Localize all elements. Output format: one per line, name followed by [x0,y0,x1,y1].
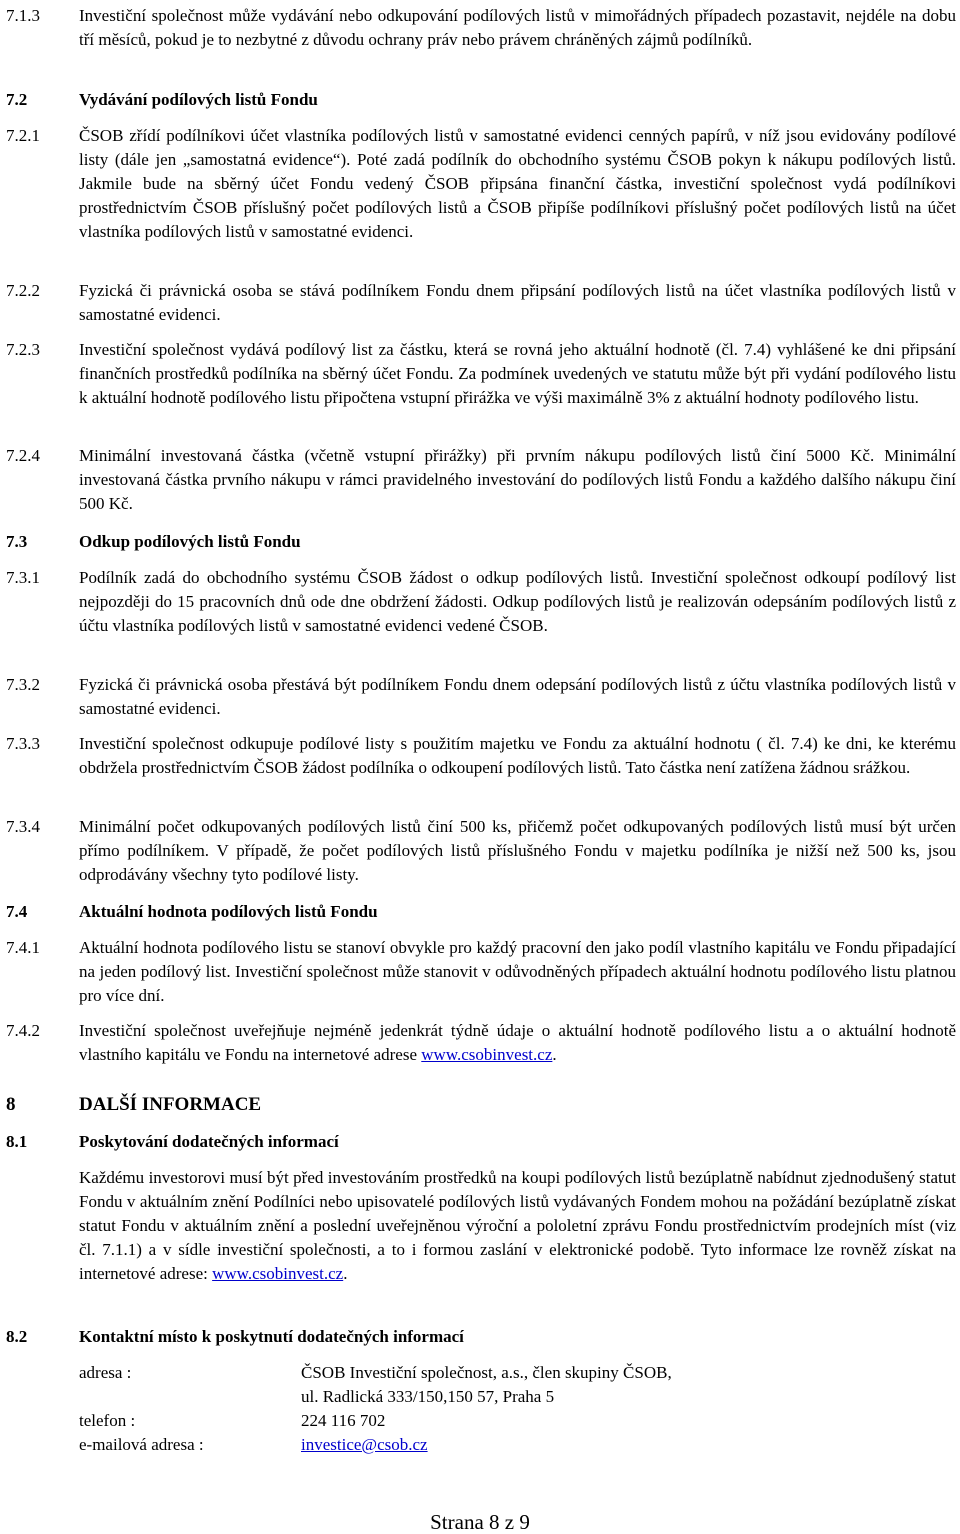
heading-7-3 [6,530,956,554]
section-7-3-3 [6,732,956,780]
section-text: Minimální investovaná částka (včetně vstupní přirážky) při prvním nákupu podílových listů činí 5000 Kč. Minimální investovaná částka prvního nákupu v rámci pravidelného investování do podílových listů Fondu a každého dalšího nákupu činí 500 Kč. [79,446,956,513]
section-heading: Kontaktní místo k poskytnutí dodatečných informací [79,1327,464,1346]
section-number: 7.2.1 [6,126,40,145]
section-7-3-2 [6,673,956,721]
section-text: ČSOB zřídí podílníkovi účet vlastníka podílových listů v samostatné evidenci cenných papírů, v níž jsou evidovány podílové listy (dále jen „samostatná evidence“). Poté zadá podílník do obchodního systému ČSOB pokyn k nákupu podílových listů. Jakmile bude na sběrný účet Fondu vedený ČSOB připsána finanční částka, investiční společnost vydá podílníkovi prostřednictvím ČSOB příslušný počet podílových listů a ČSOB připíše podílníkovi příslušný počet podílových listů na účet vlastníka podílových listů v samostatné evidenci. [79,126,956,241]
section-number: 7.2.3 [6,340,40,359]
heading-8-2 [6,1325,956,1349]
section-7-4-1 [6,936,956,1008]
section-text: Fyzická či právnická osoba se stává podílníkem Fondu dnem připsání podílových listů na účet vlastníka podílových listů v samostatné evidenci. [79,281,956,324]
heading-7-4 [6,900,956,924]
section-number: 7.3.1 [6,568,40,587]
section-text [79,1019,956,1067]
section-number: 7.4.1 [6,938,40,957]
section-number: 7.2.4 [6,446,40,465]
section-text-end: . [552,1045,557,1064]
heading-8-1 [6,1130,956,1154]
address-label: adresa : [79,1363,132,1382]
section-number: 7.2.2 [6,281,40,300]
section-number: 7.4.2 [6,1021,40,1040]
section-7-4-2 [6,1019,956,1067]
section-text: Podílník zadá do obchodního systému ČSOB žádost o odkup podílových listů. Investiční společnost odkoupí podílový list nejpozději do 15 pracovních dnů ode dne obdržení žádosti. Odkup podílových listů je realizován odepsáním podílových listů z účtu vlastníka podílových listů v samostatné evidenci vedené ČSOB. [79,568,956,635]
section-7-2-3 [6,338,956,410]
email-label: e-mailová adresa : [79,1435,204,1454]
phone-value: 224 116 702 [301,1411,386,1430]
section-text: Minimální počet odkupovaných podílových listů činí 500 ks, přičemž počet odkupovaných podílových listů musí být určen přímo podílníkem. V případě, že počet podílových listů příslušného Fondu v majetku podílníka je nižší než 500 ks, jsou odprodávány všechny tyto podílové listy. [79,817,956,884]
section-7-2-1 [6,124,956,244]
section-7-2-4 [6,444,956,516]
page-number: Strana 8 z 9 [430,1510,530,1534]
section-number: 8.2 [6,1327,28,1346]
section-text: Investiční společnost může vydávání nebo odkupování podílových listů v mimořádných případech pozastavit, nejdéle na dobu tří měsíců, pokud je to nezbytné z důvodu ochrany práv nebo právem chráněných zájmů podílníků. [79,6,956,49]
csobinvest-link[interactable]: www.csobinvest.cz [421,1045,553,1064]
section-text: Investiční společnost odkupuje podílové listy s použitím majetku ve Fondu za aktuální hodnotu ( čl. 7.4) ke dni, ke kterému obdržela prostřednictvím ČSOB žádost podílníka o odkoupení podílových listů. Tato částka není zatížena žádnou srážkou. [79,734,956,777]
section-heading: Poskytování dodatečných informací [79,1132,339,1151]
section-text: Investiční společnost vydává podílový list za částku, která se rovná jeho aktuální hodnotě (čl. 7.4) vyhlášené ke dni připsání finančních prostředků podílníka na sběrný účet Fondu. Za podmínek uvedených ve statutu může být při vydání podílového listu k aktuální hodnotě podílového listu připočtena vstupní přirážka ve výši maximálně 3% z aktuální hodnoty podílového listu. [79,340,956,407]
section-heading: Vydávání podílových listů Fondu [79,90,318,109]
address-line-1: ČSOB Investiční společnost, a.s., člen skupiny ČSOB, [301,1363,672,1382]
section-number: 8.1 [6,1132,28,1151]
email-link[interactable]: investice@csob.cz [301,1435,428,1454]
section-heading: Odkup podílových listů Fondu [79,532,301,551]
section-number: 7.3.4 [6,817,40,836]
section-number: 7.3 [6,532,28,551]
section-text: Fyzická či právnická osoba přestává být podílníkem Fondu dnem odepsání podílových listů z účtu vlastníka podílových listů v samostatné evidenci. [79,675,956,718]
paragraph-text: Každému investorovi musí být před investováním prostředků na koupi podílových listů bezúplatně nabídnut zjednodušený statut Fondu v aktuálním znění Podílníci nebo upisovatelé podílových listů vydávaných Fondem mohou na požádání bezúplatně získat statut Fondu v aktuálním znění a poslední uveřejněnou výroční a pololetní zprávu Fondu prostřednictvím prodejních míst (viz čl. 7.1.1) a v sídle investiční společnosti, a to i formou zaslání v elektronické podobě. Tyto informace lze rovněž získat na internetové adrese: [79,1168,956,1283]
section-number: 7.3.3 [6,734,40,753]
section-7-3-4 [6,815,956,887]
section-heading: DALŠÍ INFORMACE [79,1094,262,1115]
heading-7-2 [6,88,956,112]
address-line-2: ul. Radlická 333/150,150 57, Praha 5 [301,1387,555,1406]
section-number: 7.3.2 [6,675,40,694]
section-text-body: Investiční společnost uveřejňuje nejméně jedenkrát týdně údaje o aktuální hodnotě podílového listu a o aktuální hodnotě vlastního kapitálu ve Fondu na internetové adrese [79,1021,956,1064]
heading-8 [6,1093,956,1117]
paragraph-end: . [343,1264,348,1283]
paragraph-8-1 [79,1166,956,1286]
section-number: 8 [6,1094,16,1115]
section-text: Aktuální hodnota podílového listu se stanoví obvykle pro každý pracovní den jako podíl vlastního kapitálu ve Fondu připadající na jeden podílový list. Investiční společnost může stanovit v odůvodněných případech aktuální hodnotu podílového listu platnou pro více dní. [79,938,956,1005]
section-7-2-2 [6,279,956,327]
section-7-1-3 [6,4,956,52]
section-heading: Aktuální hodnota podílových listů Fondu [79,902,378,921]
section-7-3-1 [6,566,956,638]
section-number: 7.4 [6,902,28,921]
section-number: 7.2 [6,90,28,109]
phone-label: telefon : [79,1411,136,1430]
csobinvest-link-2[interactable]: www.csobinvest.cz [212,1264,344,1283]
section-number: 7.1.3 [6,6,40,25]
